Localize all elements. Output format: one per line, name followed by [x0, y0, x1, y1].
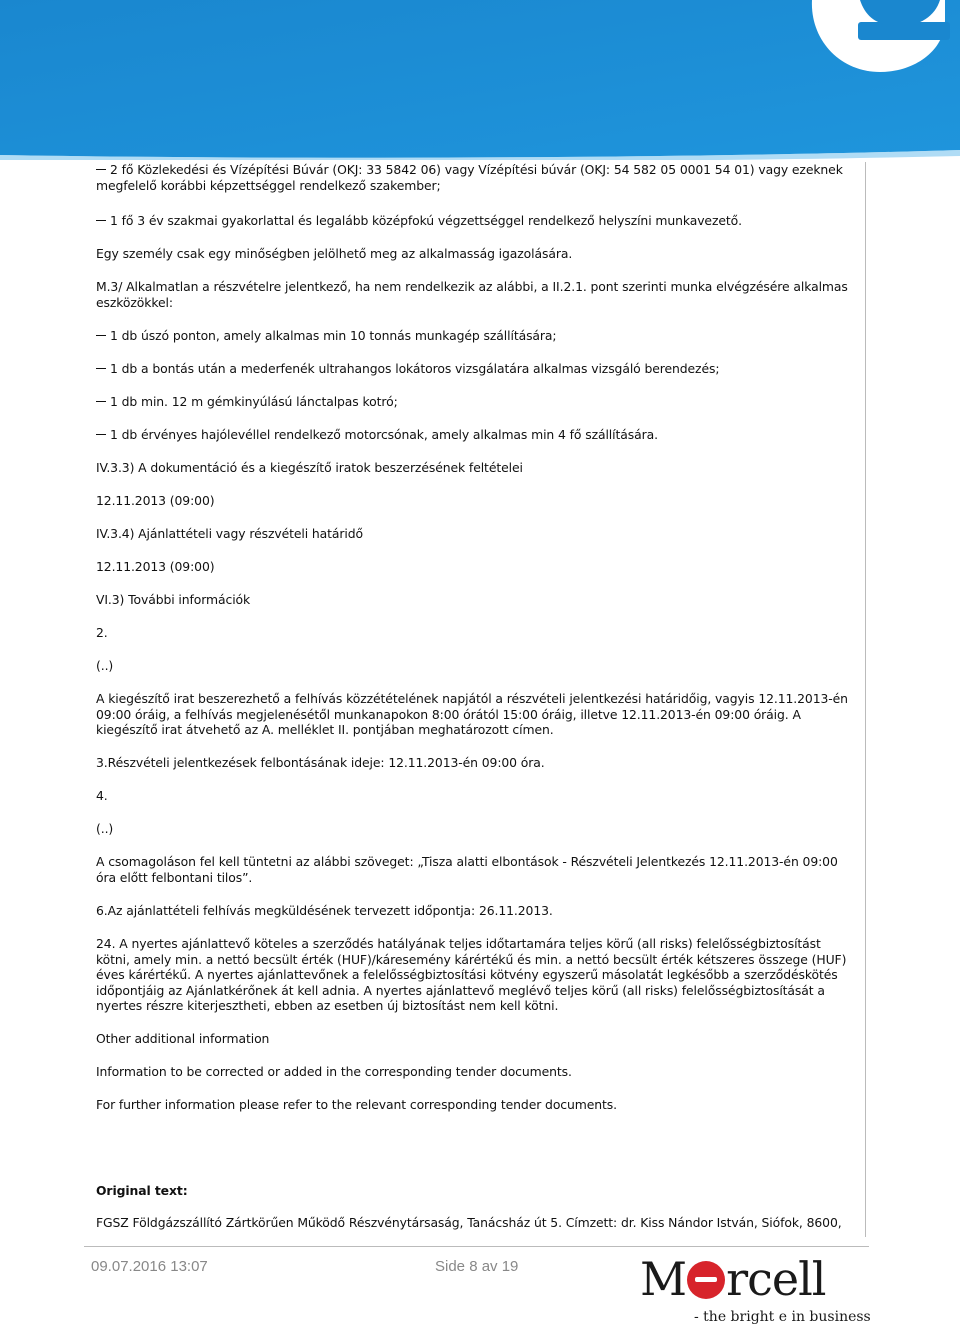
text-line: 1 db úszó ponton, amely alkalmas min 10 tonnás munkagép szállítására; [96, 328, 848, 344]
header-band [0, 0, 960, 160]
logo-wordmark: M rcell [640, 1252, 826, 1306]
logo-e-icon [687, 1261, 725, 1299]
footer-timestamp: 09.07.2016 13:07 [91, 1258, 208, 1275]
text-line: Egy személy csak egy minőségben jelölhető meg az alkalmasság igazolására. [96, 246, 573, 261]
text-line: Information to be corrected or added in the corresponding tender documents. [96, 1064, 572, 1079]
text-line: 1 fő 3 év szakmai gyakorlattal és legalább középfokú végzettséggel rendelkező helyszíni munkavezető. [96, 213, 848, 229]
header-wave [0, 0, 960, 160]
original-text-label: Original text: [96, 1183, 188, 1198]
section-heading: VI.3) További információk [96, 592, 251, 607]
text-line: 1 db a bontás után a mederfenék ultrahangos lokátoros vizsgálatára alkalmas vizsgáló berendezés; [96, 361, 848, 377]
text-line: (..) [96, 821, 114, 836]
dash-bullet [96, 427, 110, 442]
section-heading: IV.3.3) A dokumentáció és a kiegészítő iratok beszerzésének feltételei [96, 460, 523, 475]
paragraph: 24. A nyertes ajánlattevő köteles a szerződés hatályának teljes időtartamára teljes körű (all risks) felelősségbiztosítást kötni, amely min. a nettó becsült érték (HUF)/káresemény kárértékű és min. a nettó becsült érték kétszeres összege (HUF) éves kárértékű. A nyertes ajánlattevőnek a felelősségbiztosítási kötvény egyszerű másolatát legkésőbb a szerződéskötés időpontjáig az Ajánlatkérőnek át kell adnia. A nyertes ajánlattevő meglévő teljes körű (all risks) felelősségbiztosítását a nyertes részre kiterjesztheti, ebben az esetben új biztosítást nem kell kötni. [96, 936, 847, 1013]
paragraph: A csomagoláson fel kell tüntetni az alábbi szöveget: „Tisza alatti elbontások - Részvételi Jelentkezés 12.11.2013-én 09:00 óra előtt felbontani tilos”. [96, 854, 838, 885]
text-line: 1 db érvényes hajólevéllel rendelkező motorcsónak, amely alkalmas min 4 fő szállítására. [96, 427, 848, 443]
text-line: 2 fő Közlekedési és Vízépítési Búvár (OKJ: 33 5842 06) vagy Vízépítési búvár (OKJ: 54 582 05 0001 54 01) vagy ezeknek megfelelő korábbi képzettséggel rendelkező szakember; [96, 162, 843, 193]
text-line: M.3/ Alkalmatlan a részvételre jelentkező, ha nem rendelkezik az alábbi, a II.2.1. pont szerinti munka elvégzésére alkalmas eszközökkel: [96, 279, 848, 310]
marcell-logo [640, 1252, 871, 1329]
document-body [96, 162, 866, 1237]
text-line: 6.Az ajánlattételi felhívás megküldésének tervezett időpontja: 26.11.2013. [96, 903, 553, 918]
address-line: FGSZ Földgázszállító Zártkörűen Működő Részvénytársaság, Tanácsház út 5. Címzett: dr. Kiss Nándor István, Siófok, 8600, [96, 1215, 842, 1230]
dash-bullet [96, 328, 110, 343]
footer-page-number: Side 8 av 19 [435, 1258, 519, 1275]
text-line: 1 db min. 12 m gémkinyúlású lánctalpas kotró; [96, 394, 848, 410]
logo-tagline: - the bright e in business [694, 1309, 871, 1325]
text-line: 2. [96, 625, 108, 640]
section-heading: IV.3.4) Ajánlattételi vagy részvételi határidő [96, 526, 364, 541]
dash-bullet [96, 361, 110, 376]
text-line: For further information please refer to the relevant corresponding tender documents. [96, 1097, 617, 1112]
paragraph: A kiegészítő irat beszerezhető a felhívás közzétételének napjától a részvételi jelentkezési határidőig, vagyis 12.11.2013-én 09:00 óráig, a felhívás megjelenésétől munkanapokon 8:00 órától 15:00 óráig, illetve 12.11.2013-én 09:00 óráig. A kiegészítő irat átvehető az A. melléklet II. pontjában meghatározott címen. [96, 691, 848, 737]
text-line: Other additional information [96, 1031, 270, 1046]
text-line: (..) [96, 658, 114, 673]
dash-bullet [96, 162, 110, 177]
text-line: 4. [96, 788, 108, 803]
dash-bullet [96, 213, 110, 228]
text-line: 3.Részvételi jelentkezések felbontásának ideje: 12.11.2013-én 09:00 óra. [96, 755, 545, 770]
footer-divider [84, 1246, 869, 1247]
dash-bullet [96, 394, 110, 409]
date-value: 12.11.2013 (09:00) [96, 493, 215, 508]
date-value: 12.11.2013 (09:00) [96, 559, 215, 574]
